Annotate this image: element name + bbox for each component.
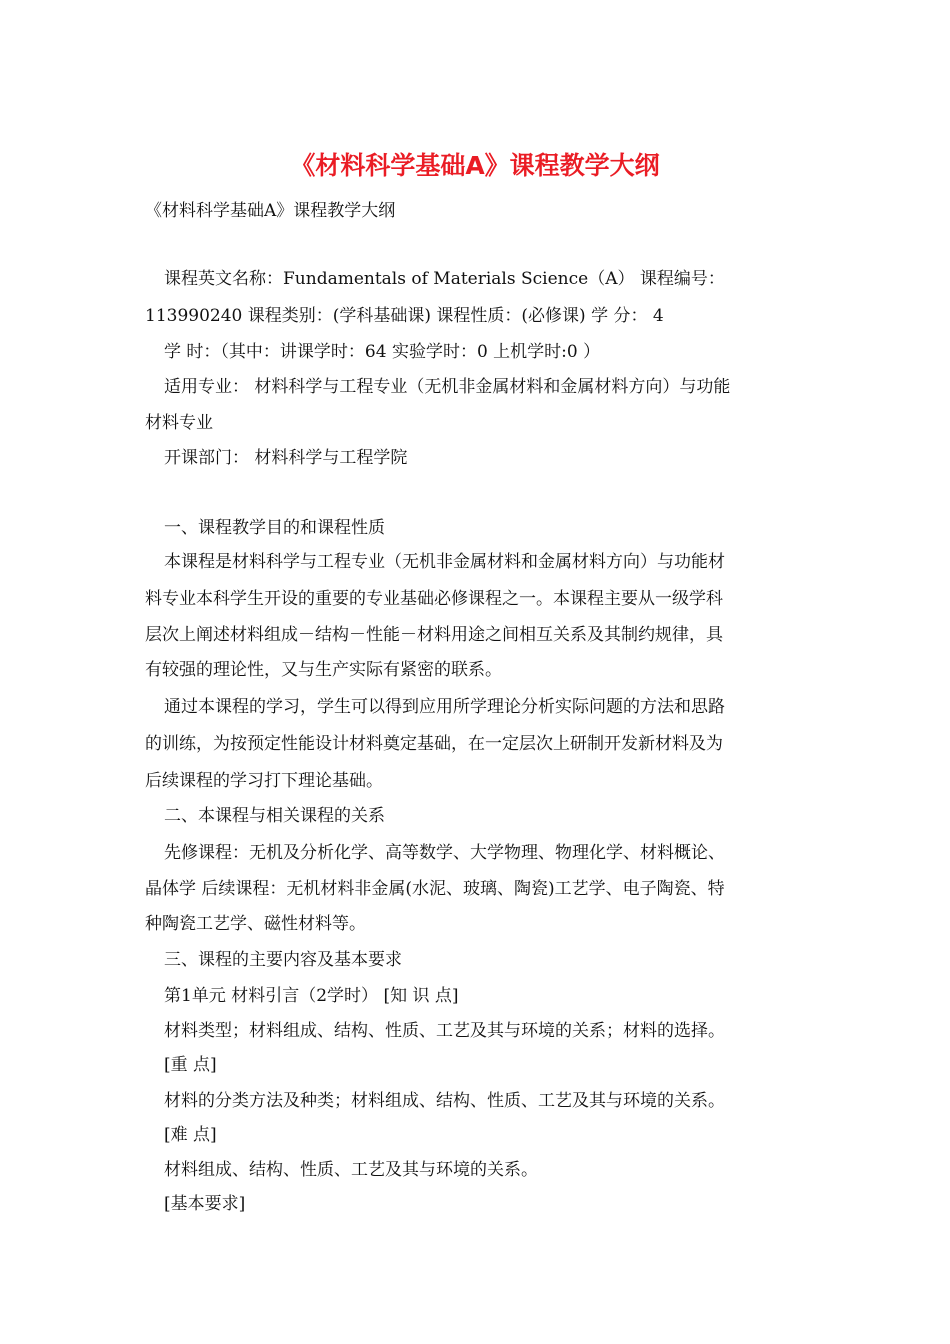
paragraph-line: 先修课程：无机及分析化学、高等数学、大学物理、物理化学、材料概论、 <box>164 843 725 863</box>
section-heading-3: 三、课程的主要内容及基本要求 <box>164 950 402 970</box>
document-title: 《材料科学基础A》课程教学大纲 <box>290 151 660 180</box>
department-line: 开课部门： 材料科学与工程学院 <box>164 448 408 468</box>
basic-requirements-label: [基本要求] <box>164 1194 246 1214</box>
paragraph-line: 的训练，为按预定性能设计材料奠定基础，在一定层次上研制开发新材料及为 <box>145 734 723 754</box>
paragraph-line: 后续课程的学习打下理论基础。 <box>145 771 383 791</box>
paragraph-line: 层次上阐述材料组成－结构－性能－材料用途之间相互关系及其制约规律，具 <box>145 625 723 645</box>
subtitle-line: 《材料科学基础A》课程教学大纲 <box>145 201 396 221</box>
key-points-label: [重 点] <box>164 1055 217 1075</box>
section-heading-2: 二、本课程与相关课程的关系 <box>164 806 385 826</box>
difficult-points-line: 材料组成、结构、性质、工艺及其与环境的关系。 <box>164 1160 538 1180</box>
section-heading-1: 一、课程教学目的和课程性质 <box>164 518 385 538</box>
applicable-major-line: 适用专业： 材料科学与工程专业（无机非金属材料和金属材料方向）与功能 <box>164 377 731 397</box>
key-points-line: 材料的分类方法及种类；材料组成、结构、性质、工艺及其与环境的关系。 <box>164 1091 725 1111</box>
course-hours-line: 学 时：（其中：讲课学时：64 实验学时：0 上机学时:0 ） <box>164 342 601 362</box>
knowledge-points-line: 材料类型；材料组成、结构、性质、工艺及其与环境的关系；材料的选择。 <box>164 1021 725 1041</box>
course-code-line: 113990240 课程类别：(学科基础课) 课程性质：(必修课) 学 分： 4 <box>145 306 664 326</box>
paragraph-line: 通过本课程的学习，学生可以得到应用所学理论分析实际问题的方法和思路 <box>164 697 725 717</box>
paragraph-line: 本课程是材料科学与工程专业（无机非金属材料和金属材料方向）与功能材 <box>164 552 725 572</box>
unit-heading: 第1单元 材料引言（2学时） [知 识 点] <box>164 986 459 1006</box>
paragraph-line: 晶体学 后续课程：无机材料非金属(水泥、玻璃、陶瓷)工艺学、电子陶瓷、特 <box>145 879 725 899</box>
paragraph-line: 有较强的理论性，又与生产实际有紧密的联系。 <box>145 660 502 680</box>
course-english-name-line: 课程英文名称：Fundamentals of Materials Science（A） 课程编号： <box>164 269 725 289</box>
paragraph-line: 种陶瓷工艺学、磁性材料等。 <box>145 914 366 934</box>
difficult-points-label: [难 点] <box>164 1125 217 1145</box>
applicable-major-line-cont: 材料专业 <box>145 413 213 433</box>
paragraph-line: 料专业本科学生开设的重要的专业基础必修课程之一。本课程主要从一级学科 <box>145 589 723 609</box>
